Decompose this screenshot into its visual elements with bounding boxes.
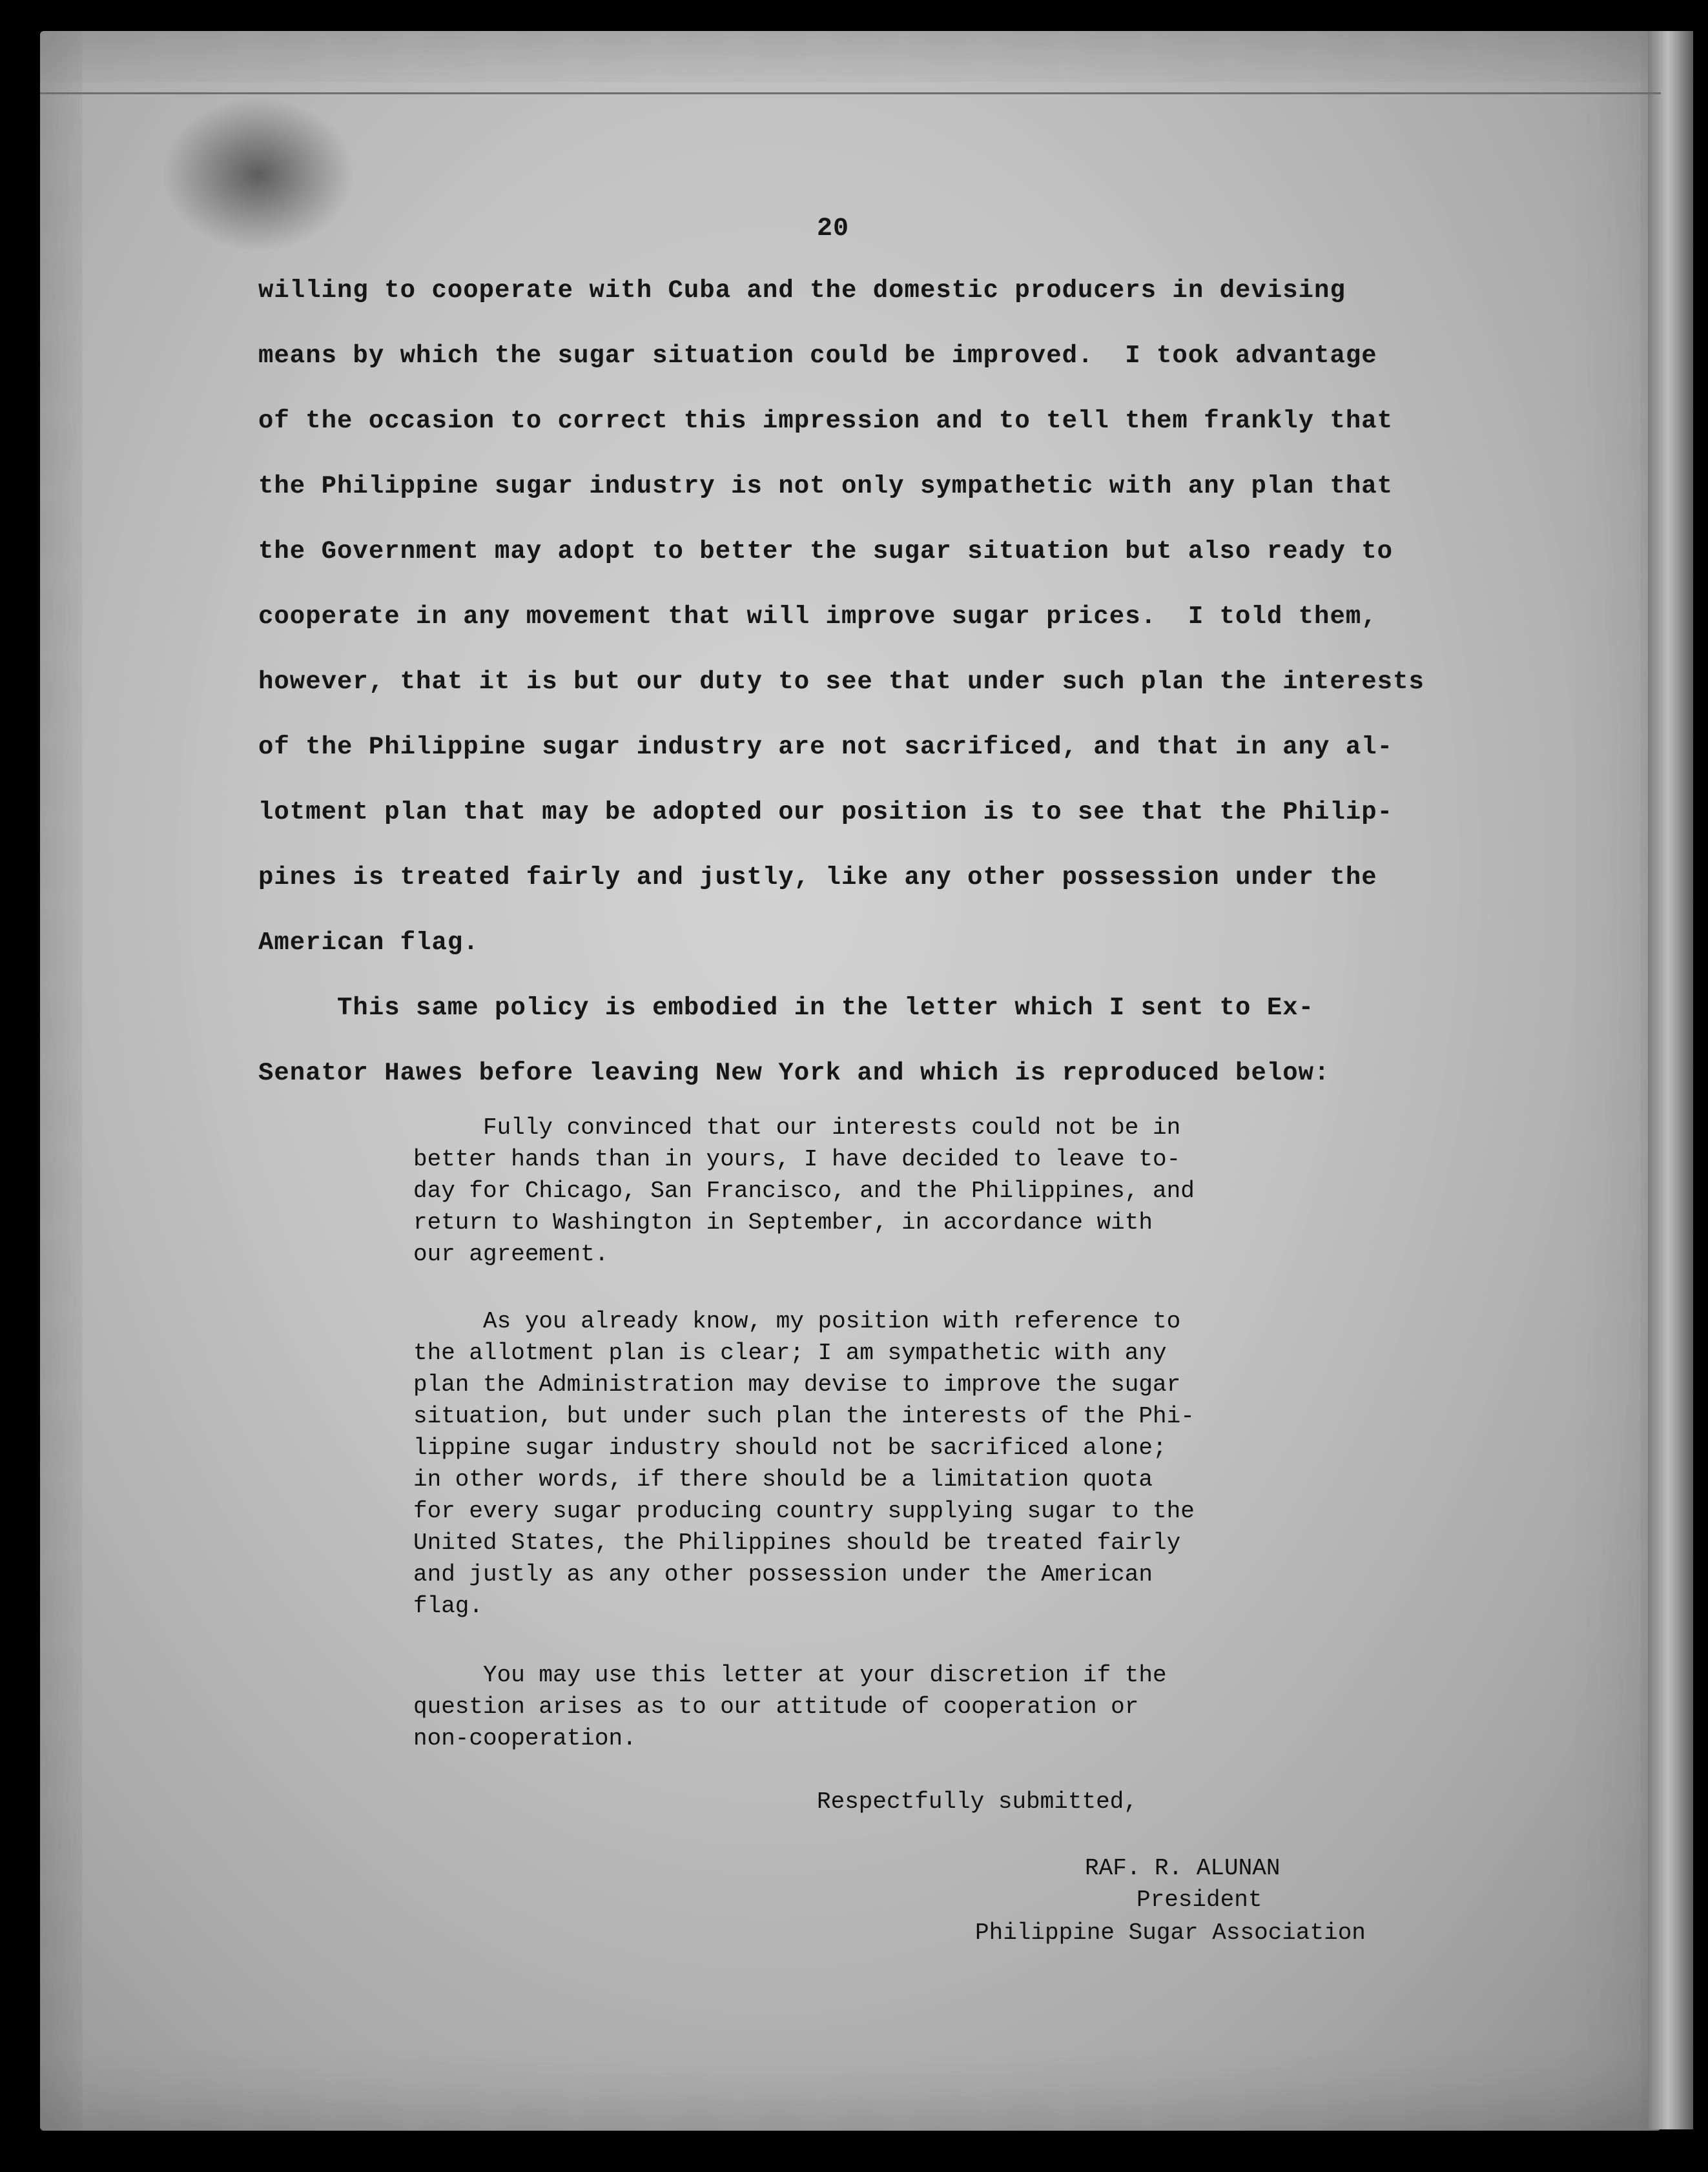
body-paragraph-1 [258,271,1446,1119]
ink-smudge [161,97,355,252]
closing-salutation: Respectfully submitted, [817,1788,1138,1815]
quote-line: the allotment plan is clear; I am sympathetic with any [413,1340,1167,1366]
quote-line: for every sugar producing country supplying sugar to the [413,1498,1195,1524]
body-line: however, that it is but our duty to see that under such plan the interests [258,668,1425,696]
signatory-name: RAF. R. ALUNAN [1085,1855,1281,1881]
body-line: lotment plan that may be adopted our position is to see that the Philip- [258,798,1394,826]
quote-line: non-cooperation. [413,1725,637,1752]
quote-line: You may use this letter at your discretion if the [413,1662,1167,1688]
quote-line: situation, but under such plan the interests of the Phi- [413,1403,1195,1429]
body-line: of the occasion to correct this impression and to tell them frankly that [258,407,1394,435]
quote-line: lippine sugar industry should not be sacrificed alone; [413,1435,1167,1461]
body-line: willing to cooperate with Cuba and the domestic producers in devising [258,276,1346,305]
signatory-organization: Philippine Sugar Association [975,1920,1366,1946]
quoted-letter-paragraph-1 [413,1112,1317,1270]
quote-line: Fully convinced that our interests could not be in [413,1114,1181,1141]
quote-line: flag. [413,1593,484,1619]
quoted-letter-paragraph-2 [413,1306,1317,1622]
quote-line: better hands than in yours, I have decided to leave to- [413,1146,1181,1173]
quote-line: return to Washington in September, in accordance with [413,1209,1153,1236]
quote-line: and justly as any other possession under the American [413,1561,1153,1588]
page-number: 20 [817,214,850,243]
body-line: the Philippine sugar industry is not only sympathetic with any plan that [258,472,1394,500]
quote-line: United States, the Philippines should be treated fairly [413,1530,1181,1556]
quote-line: plan the Administration may devise to improve the sugar [413,1371,1181,1398]
body-line: American flag. [258,928,479,957]
quote-line: our agreement. [413,1241,609,1267]
body-line: pines is treated fairly and justly, like any other possession under the [258,863,1377,892]
quote-line: As you already know, my position with reference to [413,1308,1181,1335]
quoted-letter-paragraph-3 [413,1659,1317,1754]
body-line: the Government may adopt to better the sugar situation but also ready to [258,537,1394,566]
body-line: This same policy is embodied in the letter which I sent to Ex- [258,994,1315,1022]
body-line: means by which the sugar situation could be improved. I took advantage [258,342,1377,370]
body-line: of the Philippine sugar industry are not sacrificed, and that in any al- [258,733,1394,761]
quote-line: in other words, if there should be a limitation quota [413,1466,1153,1493]
quote-line: question arises as to our attitude of cooperation or [413,1694,1139,1720]
quote-line: day for Chicago, San Francisco, and the Philippines, and [413,1178,1195,1204]
paper-edge [1648,31,1693,2129]
body-line: Senator Hawes before leaving New York and which is reproduced below: [258,1059,1330,1087]
top-rule [40,92,1661,94]
signatory-title: President [1137,1887,1262,1913]
body-line: cooperate in any movement that will improve sugar prices. I told them, [258,602,1377,631]
